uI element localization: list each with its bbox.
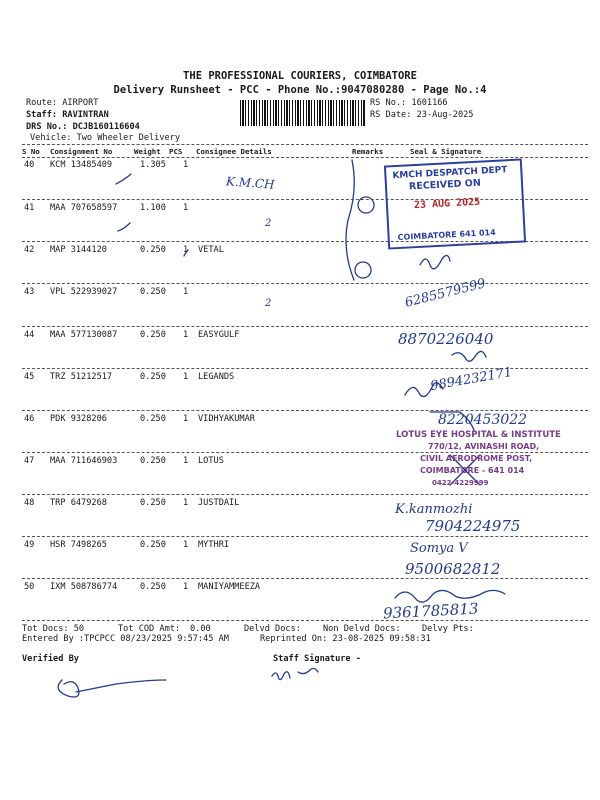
row-sno: 46 xyxy=(24,414,35,424)
row-sno: 40 xyxy=(24,160,35,170)
row-sno: 47 xyxy=(24,456,35,466)
row-consignment: PDK 9328206 xyxy=(50,414,107,424)
stamp-text: COIMBATORE 641 014 xyxy=(397,227,496,243)
total-cod-value: 0.00 xyxy=(190,624,211,634)
row-pcs: 1 xyxy=(183,372,189,382)
verified-by-label: Verified By xyxy=(22,654,79,664)
signature-scribble xyxy=(420,255,450,268)
tick-mark xyxy=(116,174,131,184)
row-sno: 49 xyxy=(24,540,35,550)
row-sno: 41 xyxy=(24,203,35,213)
row-consignment: MAA 577130087 xyxy=(50,330,118,340)
row-consignment: TRZ 51212517 xyxy=(50,372,113,382)
row-consignment: MAA 707658597 xyxy=(50,203,118,213)
vehicle-label: Vehicle: Two Wheeler Delivery xyxy=(30,133,181,143)
kmch-despatch-stamp xyxy=(384,158,526,249)
row-consignment: VPL 522939027 xyxy=(50,287,118,297)
col-consignee: Consignee Details xyxy=(196,147,272,156)
row-consignee: JUSTDAIL xyxy=(198,498,240,508)
row-pcs: 1 xyxy=(183,203,189,213)
signature-verified xyxy=(58,680,166,697)
row-consignee: EASYGULF xyxy=(198,330,240,340)
row-sno: 43 xyxy=(24,287,35,297)
entered-by: Entered By :TPCPCC 08/23/2025 9:57:45 AM xyxy=(22,634,229,644)
lotus-stamp-line: LOTUS EYE HOSPITAL & INSTITUTE xyxy=(396,430,561,440)
row-weight: 0.250 xyxy=(140,372,166,382)
col-consignment: Consignment No xyxy=(50,147,113,156)
row-sno: 50 xyxy=(24,582,35,592)
row-pcs: 1 xyxy=(183,582,189,592)
handwritten-mark: 2 xyxy=(265,218,272,229)
lotus-stamp-line: COIMBATORE - 641 014 xyxy=(420,466,525,475)
handwritten-mark: 2 xyxy=(265,298,272,309)
row-sno: 44 xyxy=(24,330,35,340)
row-pcs: 1 xyxy=(183,456,189,466)
staff-label: Staff: RAVINTRAN xyxy=(26,110,109,120)
row-sno: 45 xyxy=(24,372,35,382)
row-pcs: 1 xyxy=(183,160,189,170)
handwritten-phone: 9894232171 xyxy=(429,364,514,395)
staff-signature-label: Staff Signature - xyxy=(273,654,361,664)
lotus-stamp-line: 770/12, AVINASHI ROAD, xyxy=(428,442,540,451)
row-sno: 48 xyxy=(24,498,35,508)
total-cod-label: Tot COD Amt: xyxy=(118,624,181,634)
col-remarks: Remarks xyxy=(352,147,384,156)
row-sno: 42 xyxy=(24,245,35,255)
total-docs: Tot Docs: 50 xyxy=(22,624,85,634)
row-weight: 1.100 xyxy=(140,203,166,213)
drs-number: DRS No.: DCJB160116604 xyxy=(26,122,140,132)
col-sno: S No xyxy=(22,147,40,156)
signature-scribble xyxy=(430,412,474,430)
row-consignment: HSR 7498265 xyxy=(50,540,107,550)
row-consignee: MYTHRI xyxy=(198,540,230,550)
delivered-docs: Delvd Docs: xyxy=(244,624,301,634)
handwritten-phone: 8870226040 xyxy=(398,330,494,348)
signature-scribble xyxy=(405,383,443,397)
row-consignment: MAA 711646903 xyxy=(50,456,118,466)
handwritten-signature: K.kanmozhi xyxy=(395,502,473,517)
handwritten-phone: 9500682812 xyxy=(405,560,501,578)
delivery-points: Delvy Pts: xyxy=(422,624,474,634)
lotus-stamp-line: CIVIL AERODROME POST, xyxy=(420,454,533,463)
row-weight: 0.250 xyxy=(140,287,166,297)
tick-mark xyxy=(184,250,188,256)
col-pcs: PCS xyxy=(169,147,183,156)
lotus-stamp-line: 0422-4229999 xyxy=(432,479,489,487)
row-pcs: 1 xyxy=(183,540,189,550)
row-weight: 0.250 xyxy=(140,582,166,592)
row-pcs: 1 xyxy=(183,414,189,424)
signature-scribble xyxy=(452,351,486,361)
handwritten-phone: 8220453022 xyxy=(438,412,528,428)
col-weight: Weight xyxy=(134,147,161,156)
handwritten-signature: Somya V xyxy=(410,541,468,556)
row-consignee: LEGANDS xyxy=(198,372,235,382)
row-consignment: KCM 13485409 xyxy=(50,160,113,170)
row-consignee: VIDHYAKUMAR xyxy=(198,414,255,424)
remarks-circle xyxy=(358,197,374,213)
row-weight: 0.250 xyxy=(140,330,166,340)
handwritten-phone: 7904224975 xyxy=(425,517,521,535)
row-pcs: 1 xyxy=(183,287,189,297)
tick-mark xyxy=(118,223,130,231)
remarks-bracket xyxy=(346,160,354,280)
rs-date: RS Date: 23-Aug-2025 xyxy=(370,110,474,120)
row-weight: 0.250 xyxy=(140,540,166,550)
col-seal: Seal & Signature xyxy=(410,147,482,156)
handwritten-phone: 6285579599 xyxy=(403,276,488,311)
signature-scribble xyxy=(395,590,505,602)
row-consignment: MAP 3144120 xyxy=(50,245,107,255)
stamp-text: KMCH DESPATCH DEPT xyxy=(392,165,508,182)
route-label: Route: AIRPORT xyxy=(26,98,99,108)
row-consignment: TRP 6479268 xyxy=(50,498,107,508)
rs-number: RS No.: 1601166 xyxy=(370,98,448,108)
reprinted-on: Reprinted On: 23-08-2025 09:58:31 xyxy=(260,634,431,644)
row-weight: 0.250 xyxy=(140,456,166,466)
row-consignment: IXM 508786774 xyxy=(50,582,118,592)
handwritten-phone: 9361785813 xyxy=(382,599,479,623)
stamp-text: RECEIVED ON xyxy=(408,177,482,193)
row-consignee: MANIYAMMEEZA xyxy=(198,582,261,592)
row-consignee: LOTUS xyxy=(198,456,224,466)
row-pcs: 1 xyxy=(183,245,189,255)
stamp-date: 23 AUG 2025 xyxy=(413,196,481,212)
remarks-circle xyxy=(355,262,371,278)
handwritten-kmch: K.M.CH xyxy=(225,174,275,192)
row-weight: 0.250 xyxy=(140,245,166,255)
non-delivered-docs: Non Delvd Docs: xyxy=(323,624,401,634)
row-weight: 0.250 xyxy=(140,498,166,508)
signature-staff xyxy=(272,668,318,679)
row-weight: 0.250 xyxy=(140,414,166,424)
row-pcs: 1 xyxy=(183,330,189,340)
row-consignee: VETAL xyxy=(198,245,224,255)
runsheet-subtitle: Delivery Runsheet - PCC - Phone No.:9047080280 - Page No.:4 xyxy=(113,84,487,96)
company-title: THE PROFESSIONAL COURIERS, COIMBATORE xyxy=(183,70,417,82)
row-weight: 1.305 xyxy=(140,160,166,170)
row-pcs: 1 xyxy=(183,498,189,508)
